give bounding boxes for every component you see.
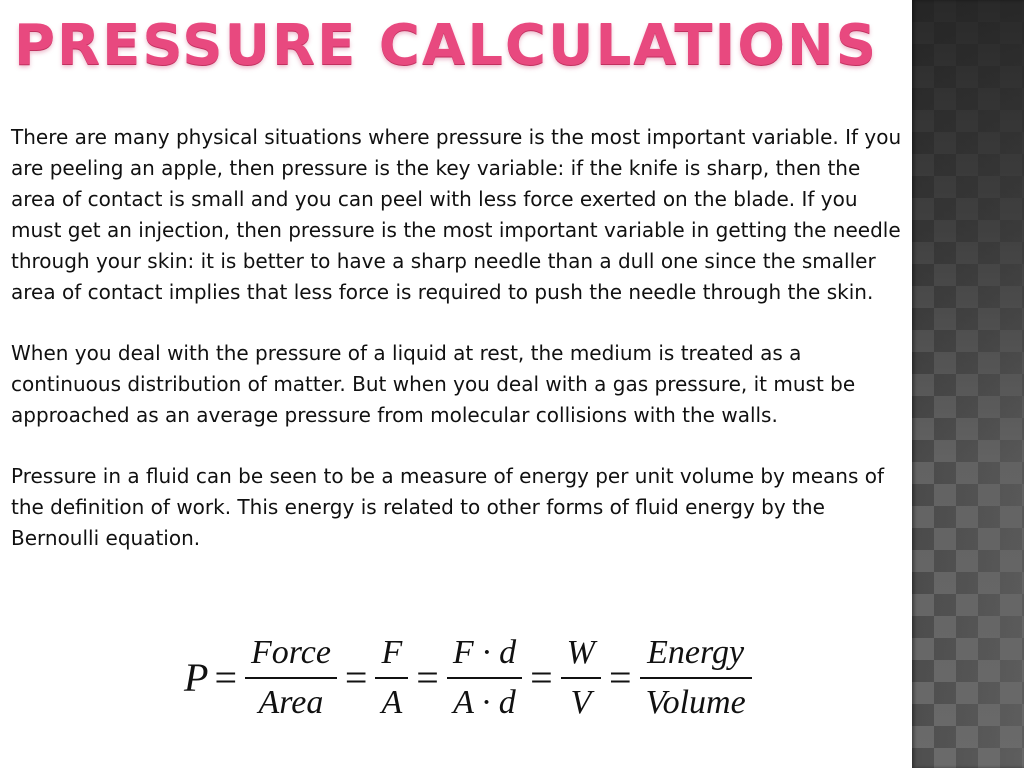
fraction-denominator: V bbox=[570, 684, 592, 721]
fraction-f-a bbox=[375, 632, 408, 724]
equals-sign: = bbox=[344, 655, 368, 700]
fraction-denominator: A bbox=[381, 684, 403, 721]
equals-sign: = bbox=[416, 655, 439, 700]
fraction-bar bbox=[375, 677, 408, 679]
fraction-denominator: Area bbox=[258, 684, 324, 721]
fraction-denominator: A · d bbox=[453, 684, 516, 721]
pressure-equation bbox=[184, 628, 754, 728]
fraction-w-v bbox=[561, 632, 601, 724]
fraction-bar bbox=[245, 677, 337, 679]
fraction-bar bbox=[561, 677, 601, 679]
fraction-numerator: F · d bbox=[452, 634, 517, 671]
fraction-fd-ad bbox=[447, 632, 522, 724]
fraction-numerator: W bbox=[566, 634, 595, 671]
equals-sign: = bbox=[609, 655, 632, 700]
paragraph-energy-per-volume: Pressure in a fluid can be seen to be a measure of energy per unit volume by means of the definition of work. This energy is related to other forms of fluid energy by the Bernoulli equation. bbox=[11, 464, 885, 550]
paragraph-pressure-situations: There are many physical situations where pressure is the most important variable. If you are peeling an apple, then pressure is the key variable: if the knife is sharp, then the area of contact is small and you can peel with less force exerted on the blade. If you must get an injection, then pressure is the most important variable in getting the needle through your skin: it is better to have a sharp needle than a dull one since the smaller area of contact implies that less force is required to push the needle through the skin. bbox=[11, 125, 902, 304]
equals-sign: = bbox=[214, 655, 237, 700]
fraction-energy-volume bbox=[640, 632, 752, 724]
slide-title: PRESSURE CALCULATIONS bbox=[14, 13, 879, 78]
slide-body bbox=[11, 122, 906, 584]
fraction-numerator: Energy bbox=[647, 634, 745, 671]
paragraph-liquid-gas-pressure: When you deal with the pressure of a liquid at rest, the medium is treated as a continuous distribution of matter. But when you deal with a gas pressure, it must be approached as an average pressure from molecular collisions with the walls. bbox=[11, 341, 856, 427]
equals-sign: = bbox=[530, 655, 553, 700]
fraction-denominator: Volume bbox=[645, 684, 746, 721]
equation-lhs: P bbox=[184, 655, 209, 700]
fraction-numerator: F bbox=[381, 634, 403, 671]
fraction-bar bbox=[447, 677, 522, 679]
fraction-bar bbox=[640, 677, 752, 679]
fraction-numerator: Force bbox=[251, 634, 331, 671]
decorative-side-strip bbox=[912, 0, 1024, 768]
fraction-force-area bbox=[245, 632, 337, 724]
